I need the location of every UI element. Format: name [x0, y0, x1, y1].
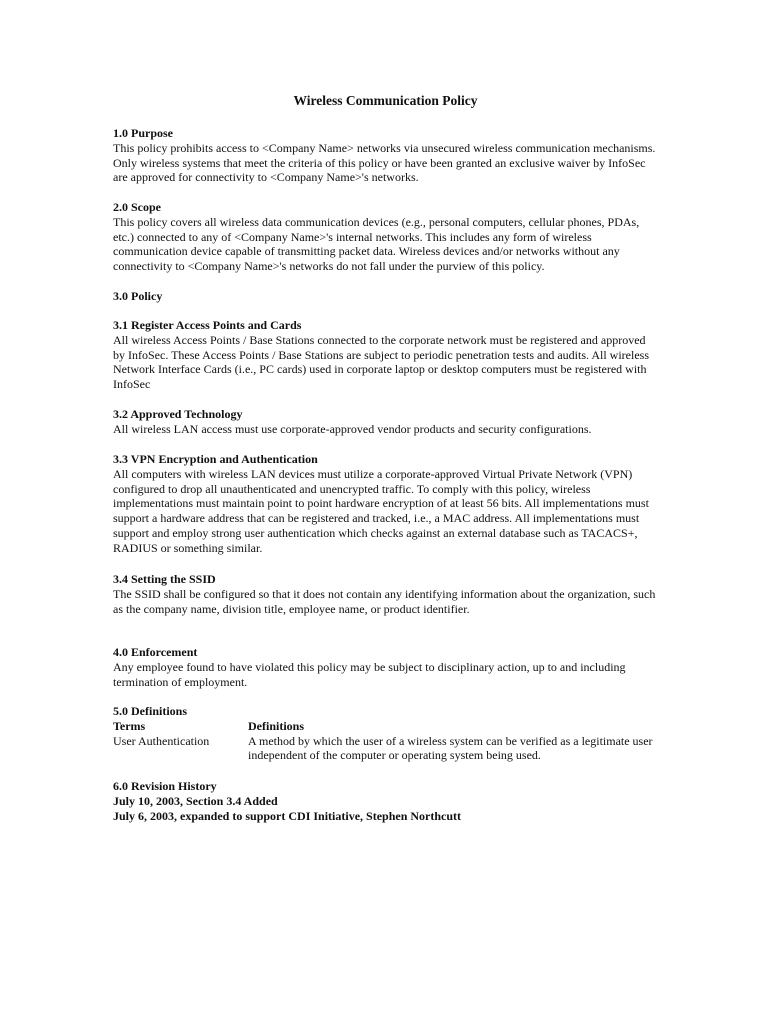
section-heading: 5.0 Definitions [113, 704, 188, 718]
section-body: All computers with wireless LAN devices must utilize a corporate-approved Virtual Private Network (VPN) configured to drop all unauthenticated and unencrypted traffic. To comply with this policy, wireless implementations must maintain point to point hardware encryption of at least 56 bits. All implementations must support a hardware address that can be registered and tracked, i.e., a MAC address. All implementations must support and employ strong user authentication which checks against an external database such as TACACS+, RADIUS or something similar. [113, 466, 649, 555]
term-cell: User Authentication [113, 733, 210, 748]
section-heading: 6.0 Revision History [113, 779, 217, 793]
section-body: This policy covers all wireless data communication devices (e.g., personal computers, cellular phones, PDAs, etc.) connected to any of <Company Name>'s internal networks. This includes any form of wireless communication device capable of transmitting packet data. Wireless devices and/or networks without any connectivity to <Company Name>'s networks do not fall under the purview of this policy. [113, 214, 640, 274]
section-purpose [113, 126, 658, 185]
section-heading: 3.4 Setting the SSID [113, 572, 216, 586]
section-enforcement [113, 645, 658, 689]
section-vpn-encryption [113, 452, 658, 556]
revision-entry: July 10, 2003, Section 3.4 Added [113, 793, 278, 808]
definitions-column-header: Definitions [248, 718, 305, 733]
document-title: Wireless Communication Policy [293, 93, 478, 108]
section-heading: 3.2 Approved Technology [113, 407, 243, 421]
section-body: All wireless LAN access must use corporate-approved vendor products and security configurations. [113, 421, 592, 436]
section-heading: 3.1 Register Access Points and Cards [113, 318, 302, 332]
section-heading: 4.0 Enforcement [113, 645, 198, 659]
section-revision-history [113, 779, 658, 823]
section-scope [113, 200, 658, 274]
section-approved-technology [113, 407, 658, 437]
section-body: The SSID shall be configured so that it does not contain any identifying information about the organization, such as the company name, division title, employee name, or product identifier. [113, 586, 656, 616]
section-heading: 1.0 Purpose [113, 126, 173, 140]
revision-entry: July 6, 2003, expanded to support CDI Initiative, Stephen Northcutt [113, 808, 462, 823]
section-policy [113, 289, 658, 304]
section-definitions [113, 704, 658, 763]
section-body: This policy prohibits access to <Company Name> networks via unsecured wireless communication mechanisms. Only wireless systems that meet the criteria of this policy or have been granted an exclusive waiver by InfoSec are approved for connectivity to <Company Name>'s networks. [113, 140, 656, 185]
definition-cell: A method by which the user of a wireless system can be verified as a legitimate user independent of the computer or operating system being used. [248, 733, 653, 763]
section-body: All wireless Access Points / Base Stations connected to the corporate network must be registered and approved by InfoSec. These Access Points / Base Stations are subject to periodic penetration tests and audits. All wireless Network Interface Cards (i.e., PC cards) used in corporate laptop or desktop computers must be registered with InfoSec [113, 332, 650, 392]
section-register-access-points [113, 318, 658, 392]
section-setting-ssid [113, 572, 658, 616]
definitions-row [113, 734, 658, 764]
section-heading: 3.3 VPN Encryption and Authentication [113, 452, 318, 466]
section-heading: 3.0 Policy [113, 289, 163, 303]
section-body: Any employee found to have violated this policy may be subject to disciplinary action, up to and including termination of employment. [113, 659, 626, 689]
section-heading: 2.0 Scope [113, 200, 161, 214]
definitions-header-row [113, 719, 658, 734]
terms-column-header: Terms [113, 718, 146, 733]
